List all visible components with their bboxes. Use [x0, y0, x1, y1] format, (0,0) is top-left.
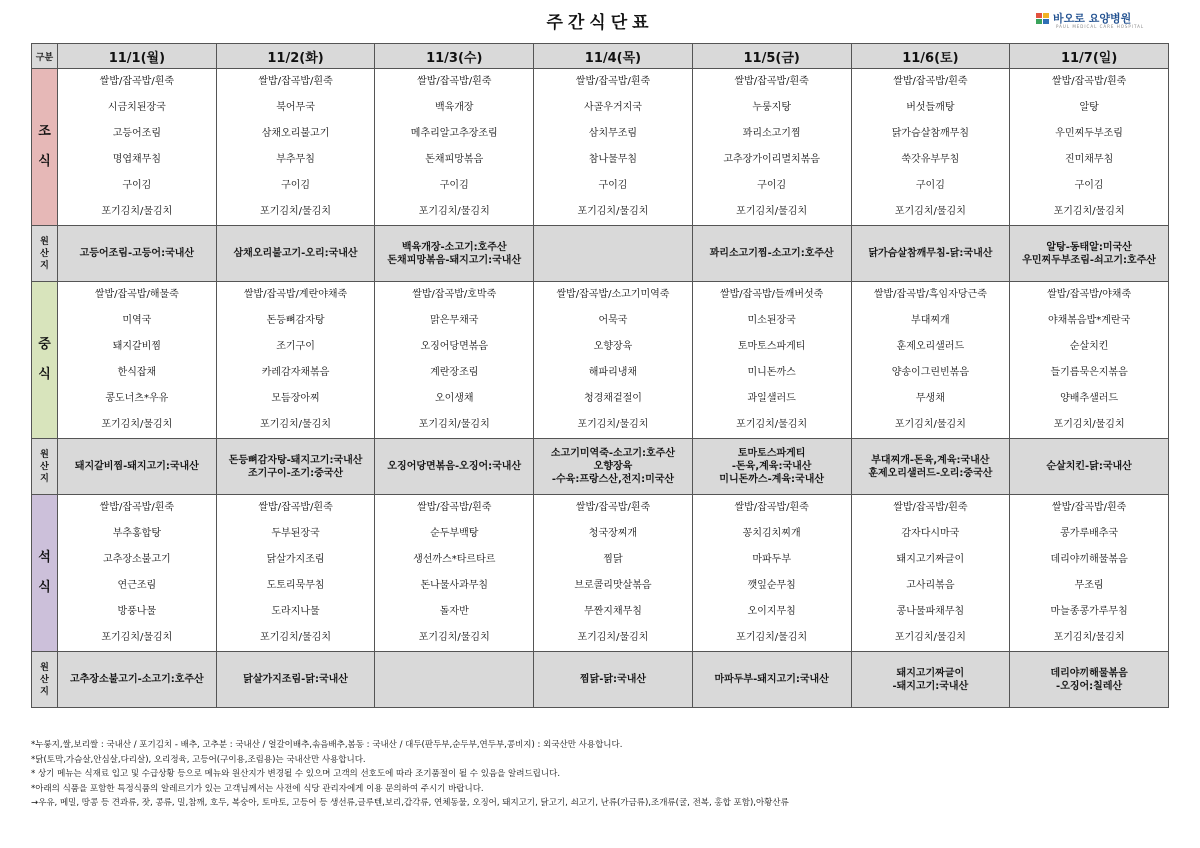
menu-item: 쌀밥/잡곡밥/흰죽 [575, 502, 651, 513]
menu-item: 청경채겉절이 [583, 393, 642, 404]
menu-item: 데리야끼해물볶음 [1050, 554, 1128, 565]
menu-item: 찜닭 [603, 554, 623, 565]
header-day: 11/6(토) [851, 44, 1010, 69]
menu-item: 삼채오리불고기 [261, 128, 330, 139]
origin-line: 소고기미역죽-소고기:호주산 [550, 448, 675, 459]
menu-item: 포기김치/물김치 [1053, 419, 1125, 430]
meal-day-cell [534, 69, 693, 226]
logo-square-red [1036, 13, 1042, 18]
menu-item: 깻잎순무침 [747, 580, 796, 591]
logo-subtitle: PAUL MEDICAL CARE HOSPITAL [1056, 24, 1145, 29]
menu-item: 오이생채 [434, 393, 474, 404]
origin-label [32, 652, 58, 708]
meal-day-cell [216, 495, 375, 652]
menu-item: 들기름묵은지볶음 [1050, 367, 1128, 378]
menu-item: 포기김치/물김치 [894, 632, 966, 643]
menu-item: 돈채피망볶음 [425, 154, 484, 165]
origin-line: 부대찌개-돈육,계육:국내산 [871, 454, 990, 466]
meal-day-cell [58, 495, 217, 652]
note-line: →우유, 메밀, 땅콩 등 견과류, 잣, 콩류, 밀,참깨, 호두, 복숭아, 토마토, 고등어 등 생선류,글루텐,보리,갑각류, 연체동물, 오징어, 돼지고기, 닭고기, 쇠고기, 난류(가금류),조개류(굴, 전복, 홍합 포함),아황산류 [31, 798, 789, 808]
menu-item: 백육개장 [434, 102, 474, 113]
origin-cell [692, 226, 851, 282]
menu-item: 쌀밥/잡곡밥/흰죽 [893, 76, 968, 87]
origin-cell [534, 439, 693, 495]
origin-line: 조기구이-조기:중국산 [248, 467, 344, 479]
menu-item: 포기김치/물김치 [577, 419, 649, 430]
menu-item: 포기김치/물김치 [260, 632, 332, 643]
meal-row [32, 69, 1169, 226]
menu-item: 쌀밥/잡곡밥/흰죽 [417, 502, 492, 513]
note-line: *누룽지,쌀,보리쌀 : 국내산 / 포기김치 - 배추, 고추분 : 국내산 / 얼갈이배추,솎음배추,봄동 : 국내산 / 대두(판두부,순두부,연두부,콩비지) : 외국산만 사용합니다. [31, 740, 623, 750]
menu-item: 쌀밥/잡곡밥/흰죽 [575, 76, 651, 87]
meal-label-char: 조 [38, 124, 51, 139]
origin-cell [1010, 652, 1169, 708]
header-day: 11/3(수) [375, 44, 534, 69]
origin-label-char: 산 [40, 674, 49, 685]
meal-label-char: 식 [38, 154, 51, 169]
meal-day-cell [375, 495, 534, 652]
menu-item: 쌀밥/잡곡밥/흰죽 [417, 76, 492, 87]
logo-brand: 바오로 [1053, 12, 1085, 25]
menu-item: 오향장육 [593, 341, 633, 352]
header-day: 11/5(금) [692, 44, 851, 69]
logo-square-yellow [1043, 13, 1049, 18]
menu-item: 모듬장아찌 [271, 393, 320, 404]
meal-day-cell [851, 495, 1010, 652]
menu-item: 쌀밥/잡곡밥/소고기미역죽 [556, 289, 670, 300]
menu-item: 부추홍합탕 [112, 528, 161, 539]
menu-item: 생선까스*타르타르 [413, 554, 496, 565]
meal-day-cell [216, 282, 375, 439]
note-line: *아래의 식품을 포함한 특정식품의 알레르기가 있는 고객님께서는 사전에 식당 관리자에게 이용 문의하여 주시기 바랍니다. [31, 783, 484, 794]
menu-item: 포기김치/물김치 [418, 206, 490, 217]
menu-item: 카레감자채볶음 [261, 367, 330, 378]
origin-cell [375, 226, 534, 282]
origin-line: -돈육,계육:국내산 [731, 461, 812, 472]
menu-item: 쌀밥/잡곡밥/야채죽 [1047, 289, 1132, 300]
menu-item: 무생채 [915, 393, 945, 404]
logo-square-blue [1043, 19, 1049, 24]
menu-item: 쌀밥/잡곡밥/계란야채죽 [243, 289, 348, 300]
menu-item: 고사리볶음 [906, 580, 955, 591]
menu-item: 포기김치/물김치 [101, 632, 173, 643]
menu-item: 포기김치/물김치 [1053, 206, 1125, 217]
menu-item: 쌀밥/잡곡밥/흰죽 [734, 76, 809, 87]
notes [31, 738, 1171, 811]
header-day: 11/1(월) [58, 44, 217, 69]
origin-cell [216, 652, 375, 708]
menu-item: 삼치무조림 [588, 128, 638, 139]
menu-item: 훈제오리샐러드 [896, 341, 965, 352]
menu-item: 쌀밥/잡곡밥/흰죽 [99, 502, 175, 513]
logo-square-green [1036, 19, 1042, 24]
meal-day-cell [216, 69, 375, 226]
meal-label [32, 495, 58, 652]
origin-line: 오향장육 [593, 461, 633, 472]
origin-line: 고등어조림-고등어:국내산 [79, 248, 195, 259]
menu-item: 북어무국 [276, 102, 315, 113]
origin-cell [851, 439, 1010, 495]
origin-cell [216, 439, 375, 495]
menu-item: 쌀밥/잡곡밥/들깨버섯죽 [719, 289, 824, 300]
origin-row [32, 652, 1169, 708]
menu-item: 포기김치/물김치 [577, 206, 649, 217]
menu-item: 포기김치/물김치 [260, 206, 332, 217]
header-row [32, 44, 1169, 69]
menu-item: 포기김치/물김치 [418, 419, 490, 430]
menu-item: 돼지고기짜글이 [896, 554, 965, 565]
menu-item: 구이김 [122, 180, 152, 191]
origin-label-char: 지 [40, 473, 49, 484]
meal-day-cell [1010, 495, 1169, 652]
origin-cell [851, 226, 1010, 282]
menu-item: 두부된장국 [271, 528, 320, 539]
origin-cell [851, 652, 1010, 708]
menu-item: 어묵국 [598, 315, 628, 326]
origin-line: 닭살가지조림-닭:국내산 [243, 674, 348, 685]
origin-cell [692, 439, 851, 495]
meal-day-cell [692, 69, 851, 226]
meal-label-char: 식 [38, 367, 51, 382]
menu-item: 순두부백탕 [430, 528, 479, 539]
menu-item: 한식잡채 [117, 367, 157, 378]
menu-item: 해파리냉채 [588, 367, 638, 378]
menu-item: 토마토스파게티 [737, 341, 806, 352]
menu-item: 과일샐러드 [747, 393, 796, 404]
menu-item: 버섯들깨탕 [906, 102, 955, 113]
origin-cell [534, 226, 693, 282]
origin-line: 고추장소불고기-소고기:호주산 [69, 674, 204, 685]
origin-row [32, 226, 1169, 282]
menu-item: 오이지무침 [747, 606, 796, 617]
meal-day-cell [692, 495, 851, 652]
menu-item: 포기김치/물김치 [101, 206, 173, 217]
origin-line: 훈제오리샐러드-오리:중국산 [868, 467, 993, 479]
menu-item: 연근조림 [117, 580, 157, 591]
menu-item: 구이김 [915, 180, 945, 191]
meal-day-cell [58, 282, 217, 439]
meal-label-char: 중 [38, 337, 51, 352]
menu-item: 계란장조림 [430, 367, 479, 378]
menu-item: 맑은무채국 [430, 315, 479, 326]
menu-item: 닭가슴살참깨무침 [891, 128, 969, 139]
origin-cell [216, 226, 375, 282]
logo-suffix: 요양병원 [1088, 12, 1132, 25]
origin-line: 꽈리소고기찜-소고기:호주산 [709, 248, 834, 259]
menu-item: 오징어당면볶음 [420, 341, 489, 352]
origin-line: 돈등뼈감자탕-돼지고기:국내산 [228, 454, 363, 466]
origin-line: 토마토스파게티 [737, 448, 806, 459]
menu-item: 고등어조림 [112, 128, 161, 139]
menu-item: 쌀밥/잡곡밥/흰죽 [258, 502, 333, 513]
origin-cell [58, 226, 217, 282]
menu-item: 포기김치/물김치 [894, 206, 966, 217]
meal-day-cell [851, 282, 1010, 439]
menu-item: 쌀밥/잡곡밥/흑임자당근죽 [873, 289, 987, 300]
menu-item: 우민찌두부조림 [1055, 128, 1123, 139]
menu-item: 순살치킨 [1069, 341, 1109, 352]
menu-item: 돈나물사과무침 [420, 580, 489, 591]
menu-item: 감자다시마국 [901, 528, 960, 539]
meal-row [32, 495, 1169, 652]
menu-item: 쌀밥/잡곡밥/해물죽 [94, 289, 179, 300]
origin-line: -오징어:칠레산 [1056, 680, 1123, 692]
meal-label [32, 69, 58, 226]
origin-line: 마파두부-돼지고기:국내산 [714, 674, 829, 685]
menu-item: 명엽채무침 [112, 154, 161, 165]
menu-item: 포기김치/물김치 [1053, 632, 1125, 643]
meal-label-char: 식 [38, 580, 51, 595]
meal-label [32, 282, 58, 439]
origin-cell [58, 652, 217, 708]
menu-item: 돌자반 [439, 606, 469, 617]
origin-cell [58, 439, 217, 495]
menu-item: 포기김치/물김치 [736, 632, 808, 643]
note-line: *닭(토막,가슴살,안심살,다리살), 오리정육, 고등어(구이용,조림용)는 국내산만 사용합니다. [31, 754, 366, 765]
menu-item: 구이김 [598, 180, 628, 191]
meal-day-cell [692, 282, 851, 439]
menu-item: 미역국 [122, 315, 152, 326]
menu-item: 꽁치김치찌개 [742, 528, 801, 539]
menu-item: 쌀밥/잡곡밥/흰죽 [893, 502, 968, 513]
menu-item: 진미채무침 [1064, 154, 1114, 165]
menu-item: 쌀밥/잡곡밥/호박죽 [412, 289, 497, 300]
origin-line: -수육:프랑스산,전지:미국산 [551, 474, 675, 485]
menu-item: 돈등뼈감자탕 [266, 315, 325, 326]
menu-item: 쌀밥/잡곡밥/흰죽 [99, 76, 175, 87]
menu-item: 포기김치/물김치 [736, 419, 808, 430]
origin-label-char: 산 [40, 248, 49, 259]
origin-line: 돈채피망볶음-돼지고기:국내산 [387, 254, 522, 266]
menu-item: 누룽지탕 [752, 102, 791, 113]
menu-item: 고추장가이리멸치볶음 [723, 154, 820, 165]
menu-item: 쑥갓유부무침 [901, 154, 960, 165]
meal-day-cell [375, 69, 534, 226]
origin-label-char: 지 [40, 260, 49, 271]
menu-item: 부대찌개 [911, 315, 950, 326]
meal-day-cell [1010, 69, 1169, 226]
meal-day-cell [1010, 282, 1169, 439]
menu-item: 구이김 [281, 180, 311, 191]
menu-item: 구이김 [757, 180, 787, 191]
origin-label-char: 산 [40, 461, 49, 472]
menu-item: 마늘종콩가루무침 [1050, 606, 1128, 617]
origin-line: 우민찌두부조림-쇠고기:호주산 [1022, 254, 1156, 266]
menu-item: 방풍나물 [117, 606, 157, 617]
logo-icon [1036, 13, 1049, 24]
menu-item: 쌀밥/잡곡밥/흰죽 [734, 502, 809, 513]
origin-line: -돼지고기:국내산 [892, 680, 969, 692]
menu-item: 시금치된장국 [107, 102, 166, 113]
menu-item: 쌀밥/잡곡밥/흰죽 [258, 76, 333, 87]
menu-item: 양배추샐러드 [1060, 393, 1119, 404]
origin-line: 미니돈까스-계육:국내산 [719, 474, 825, 485]
origin-line: 돼지갈비찜-돼지고기:국내산 [74, 461, 199, 472]
menu-item: 구이김 [1074, 180, 1104, 191]
origin-label-char: 원 [40, 449, 49, 460]
menu-item: 마파두부 [752, 554, 791, 565]
menu-item: 포기김치/물김치 [894, 419, 966, 430]
note-line: * 상기 메뉴는 식재료 입고 및 수급상황 등으로 메뉴와 원산지가 변경될 수 있으며 고객의 선호도에 따라 조기품절이 될 수 있음을 알려드립니다. [31, 769, 561, 779]
menu-item: 사골우거지국 [583, 102, 642, 113]
meal-day-cell [58, 69, 217, 226]
menu-item: 참나물무침 [588, 154, 638, 165]
header-day: 11/2(화) [216, 44, 375, 69]
menu-item: 무짠지채무침 [583, 606, 642, 617]
header-day: 11/4(목) [534, 44, 693, 69]
menu-item: 도토리묵무침 [266, 580, 325, 591]
menu-item: 콩나물파채무침 [896, 606, 965, 617]
page-title: 주간식단표 [546, 13, 654, 33]
menu-item: 돼지갈비찜 [112, 341, 161, 352]
origin-cell [1010, 226, 1169, 282]
menu-item: 콩도너츠*우유 [105, 393, 169, 404]
header-gubun: 구분 [32, 44, 58, 69]
origin-cell [692, 652, 851, 708]
origin-line: 오징어당면볶음-오징어:국내산 [387, 461, 522, 472]
menu-item: 포기김치/물김치 [101, 419, 173, 430]
weekly-menu-table [31, 43, 1169, 708]
menu-item: 포기김치/물김치 [260, 419, 332, 430]
menu-item: 야채볶음밥*계란국 [1047, 315, 1131, 326]
menu-item: 청국장찌개 [588, 528, 638, 539]
menu-item: 부추무침 [276, 154, 315, 165]
origin-line: 닭가슴살참깨무침-닭:국내산 [868, 248, 993, 259]
menu-item: 닭살가지조림 [266, 554, 325, 565]
menu-item: 고추장소불고기 [103, 554, 171, 565]
origin-line: 찜닭-닭:국내산 [579, 674, 647, 685]
meal-day-cell [851, 69, 1010, 226]
meal-day-cell [534, 495, 693, 652]
menu-item: 구이김 [439, 180, 469, 191]
origin-cell [375, 439, 534, 495]
meal-label-char: 석 [38, 550, 51, 565]
header-day: 11/7(일) [1010, 44, 1169, 69]
origin-line: 순살치킨-닭:국내산 [1046, 461, 1132, 472]
origin-line: 데리야끼해물볶음 [1050, 667, 1128, 679]
meal-row [32, 282, 1169, 439]
origin-cell [534, 652, 693, 708]
menu-item: 미니돈까스 [747, 367, 796, 378]
menu-item: 쌀밥/잡곡밥/흰죽 [1051, 502, 1127, 513]
meal-day-cell [375, 282, 534, 439]
origin-row [32, 439, 1169, 495]
menu-item: 조기구이 [276, 341, 315, 352]
menu-item: 양송이그린빈볶음 [891, 367, 969, 378]
menu-item: 도라지나물 [271, 606, 320, 617]
menu-item: 무조림 [1074, 580, 1104, 591]
origin-label-char: 원 [40, 662, 49, 673]
menu-item: 꽈리소고기찜 [742, 128, 801, 139]
origin-label-char: 지 [40, 686, 49, 697]
menu-item: 포기김치/물김치 [577, 632, 649, 643]
meal-day-cell [534, 282, 693, 439]
menu-item: 포기김치/물김치 [418, 632, 490, 643]
menu-item: 콩가루배추국 [1060, 528, 1119, 539]
menu-item: 메추리알고추장조림 [410, 128, 498, 139]
menu-item: 포기김치/물김치 [736, 206, 808, 217]
menu-item: 미소된장국 [747, 315, 796, 326]
origin-cell [1010, 439, 1169, 495]
origin-line: 돼지고기짜글이 [896, 667, 965, 679]
origin-label [32, 439, 58, 495]
menu-item: 쌀밥/잡곡밥/흰죽 [1051, 76, 1127, 87]
origin-label [32, 226, 58, 282]
origin-line: 삼채오리불고기-오리:국내산 [233, 248, 358, 259]
origin-cell [375, 652, 534, 708]
menu-item: 알탕 [1079, 102, 1099, 113]
origin-label-char: 원 [40, 236, 49, 247]
menu-item: 브로콜리맛살볶음 [574, 580, 652, 591]
origin-line: 백육개장-소고기:호주산 [401, 241, 507, 253]
origin-line: 알탕-동태알:미국산 [1046, 241, 1132, 253]
